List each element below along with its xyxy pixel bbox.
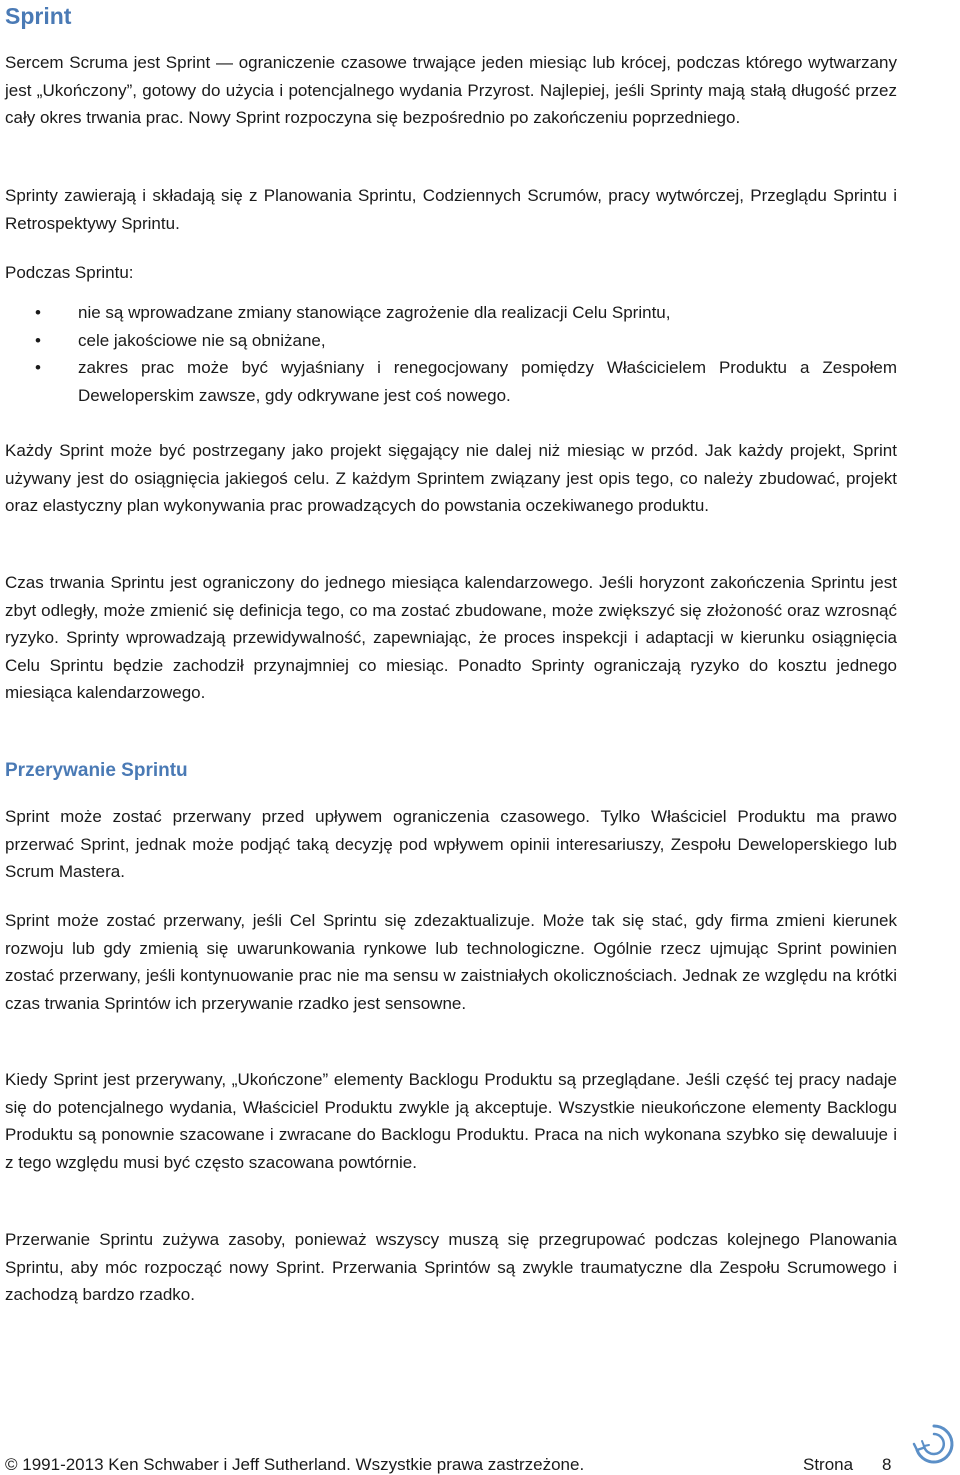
paragraph-intro-1: Sercem Scruma jest Sprint — ograniczenie czasowe trwające jeden miesiąc lub krócej, podczas którego wytwarzany jest „Ukończony”, gotowy do użycia i potencjalnego wydania Przyrost. Najlepiej, jeśli Sprinty mają stałą długość przez cały okres trwania prac. Nowy Sprint rozpoczyna się bezpośrednio po zakończeniu poprzedniego. xyxy=(5,53,897,128)
page-footer xyxy=(5,1450,897,1475)
paragraph-intro-2: Sprinty zawierają i składają się z Planowania Sprintu, Codziennych Scrumów, pracy wytwórczej, Przeglądu Sprintu i Retrospektywy Sprintu. xyxy=(5,186,897,233)
list-item xyxy=(5,299,897,327)
paragraph-cancel-4: Przerwanie Sprintu zużywa zasoby, ponieważ wszyscy muszą się przegrupować podczas kolejnego Planowania Sprintu, aby móc rozpocząć nowy Sprint. Przerwania Sprintów są zwykle traumatyczne dla Zespołu Scrumowego i zachodzą bardzo rzadko. xyxy=(5,1230,897,1305)
paragraph-project: Każdy Sprint może być postrzegany jako projekt sięgający nie dalej niż miesiąc w przód. Jak każdy projekt, Sprint używany jest do osiągnięcia jakiegoś celu. Z każdym Sprintem związany jest opis tego, co należy zbudować, projekt oraz elastyczny plan wykonywania prac prowadzących do powstania oczekiwanego produktu. xyxy=(5,441,897,516)
paragraph-cancel-3: Kiedy Sprint jest przerywany, „Ukończone” elementy Backlogu Produktu są przeglądane. Jeśli część tej pracy nadaje się do potencjalnego wydania, Właściciel Produktu zwykle ją akceptuje. Wszystkie nieukończone elementy Backlogu Produktu są ponownie szacowane i zwracane do Backlogu Produktu. Praca na nich wykonana szybko się dewaluuje i z tego względu musi być często szacowana powtórnie. xyxy=(5,1070,897,1172)
bullet-list xyxy=(5,299,897,409)
page-number: 8 xyxy=(882,1455,892,1474)
bullet-dot-icon: • xyxy=(35,358,41,378)
scrum-logo-icon xyxy=(912,1422,956,1466)
section-heading-cancel: Przerywanie Sprintu xyxy=(5,760,188,781)
page-title: Sprint xyxy=(5,3,72,29)
bullet-dot-icon: • xyxy=(35,303,41,322)
paragraph-duration: Czas trwania Sprintu jest ograniczony do jednego miesiąca kalendarzowego. Jeśli horyzont zakończenia Sprintu jest zbyt odległy, może zmienić się definicja tego, co ma zostać zbudowane, może zwiększyć się złożoność oraz wzrosnąć ryzyko. Sprinty wprowadzają przewidywalność, zapewniając, że proces inspekcji i adaptacji w kierunku osiągnięcia Celu Sprintu będzie zachodził przynajmniej co miesiąc. Ponadto Sprinty ograniczają ryzyko do kosztu jednego miesiąca kalendarzowego. xyxy=(5,573,897,703)
list-item xyxy=(5,354,897,409)
paragraph-during-sprint: Podczas Sprintu: xyxy=(5,263,134,282)
list-item-text: zakres prac może być wyjaśniany i renegocjowany pomiędzy Właścicielem Produktu a Zespołem Deweloperskim zawsze, gdy odkrywane jest coś nowego. xyxy=(78,358,897,405)
list-item xyxy=(5,327,897,355)
paragraph-cancel-2: Sprint może zostać przerwany, jeśli Cel Sprintu się zdezaktualizuje. Może tak się stać, gdy firma zmieni kierunek rozwoju lub gdy zmienią się uwarunkowania rynkowe lub technologiczne. Ogólnie rzecz ujmując Sprint powinien zostać przerwany, jeśli kontynuowanie prac nie ma sensu w zaistniałych okolicznościach. Jednak ze względu na krótki czas trwania Sprintów ich przerywanie rzadko jest sensowne. xyxy=(5,911,897,1013)
list-item-text: cele jakościowe nie są obniżane, xyxy=(78,330,326,350)
paragraph-cancel-1: Sprint może zostać przerwany przed upływem ograniczenia czasowego. Tylko Właściciel Produktu ma prawo przerwać Sprint, jednak może podjąć taką decyzję pod wpływem opinii interesariuszy, Zespołu Deweloperskiego lub Scrum Mastera. xyxy=(5,807,897,882)
page-label: Strona xyxy=(803,1455,854,1474)
list-item-text: nie są wprowadzane zmiany stanowiące zagrożenie dla realizacji Celu Sprintu, xyxy=(78,303,671,322)
copyright-text: © 1991-2013 Ken Schwaber i Jeff Sutherland. Wszystkie prawa zastrzeżone. xyxy=(5,1455,585,1474)
bullet-dot-icon: • xyxy=(35,330,41,350)
